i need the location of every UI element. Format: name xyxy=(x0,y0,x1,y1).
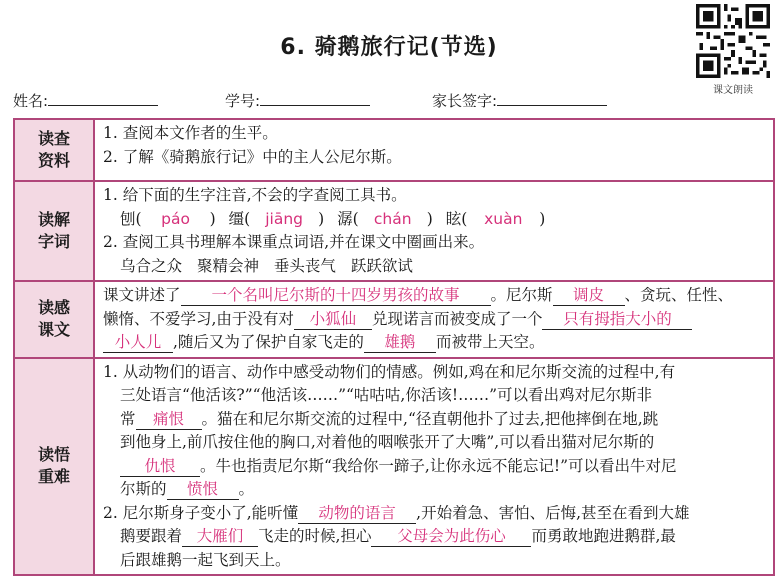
student-id-label: 学号: xyxy=(225,92,261,110)
row-content-comprehension: 课文讲述了 一个名叫尼尔斯的十四岁男孩的故事 。尼尔斯 调皮 、贪玩、任性、 懒惰、不爱学习,由于没有对 小狐仙 兑现诺言而被变成了一个 只有拇指大小的 小人儿 ,随后又为了保护自家飞走的 雄鹅 而被带上天空。 xyxy=(94,281,774,358)
pinyin-answer: chán xyxy=(373,209,412,228)
word: 乌合之众 xyxy=(120,256,183,275)
answer-blank: 一个名叫尼尔斯的十四岁男孩的故事 xyxy=(181,285,491,306)
row-label-understanding: 读悟 重难 xyxy=(14,358,94,576)
answer-blank: 动物的语言 xyxy=(298,503,416,524)
parent-signature-label: 家长签字: xyxy=(432,92,498,110)
name-input-line[interactable] xyxy=(48,91,158,106)
list-item: 1. 给下面的生字注音,不会的字查阅工具书。 xyxy=(103,186,407,204)
answer-blank: 小狐仙 xyxy=(294,309,372,330)
word-list xyxy=(103,255,765,279)
pinyin-answer: jiāng xyxy=(265,209,304,228)
row-content-understanding: 1. 从动物们的语言、动作中感受动物们的情感。例如,鸡在和尼尔斯交流的过程中,有 三处语言“他活该?”“他活该……”“咕咕咕,你活该!……”可以看出鸡对尼尔斯非 常 痛恨 。猫在和尼尔斯交流的过程中,“径直朝他扑了过去,把他摔倒在地,跳 到他身上,前爪按住他的胸口,对着他的咽喉张开了大嘴”,可以看出猫对尼尔斯的 仇恨 。牛也指责尼尔斯“我给你一蹄子,让你永远不能忘记!”可以看出牛对尼 尔斯的 愤恨 。 2. 尼尔斯身子变小了,能听懂 动物的语言 ,开始着急、害怕、后悔,甚至在看到大雄 鹅要跟着 大雁们 飞走的时候,担心 父母会为此伤心 而勇敢地跑进鹅群,最 后跟雄鹅一起飞到天上。 xyxy=(94,358,774,576)
row-label-vocabulary: 读解 字词 xyxy=(14,181,94,281)
parent-signature-field[interactable] xyxy=(432,90,607,111)
word: 跃跃欲试 xyxy=(350,256,413,275)
row-content-vocabulary xyxy=(94,181,774,281)
list-item: 2. 查阅工具书理解本课重点词语,并在课文中圈画出来。 xyxy=(103,233,485,251)
pinyin-answer: xuàn xyxy=(484,209,523,228)
row-comprehension xyxy=(14,281,774,358)
row-content-research xyxy=(94,119,774,181)
worksheet-table xyxy=(13,118,775,576)
parent-signature-input-line[interactable] xyxy=(497,91,607,106)
page-title: 6. 骑鹅旅行记(节选) xyxy=(280,35,498,60)
name-field[interactable] xyxy=(13,90,158,111)
answer-blank: 愤恨 xyxy=(167,479,239,500)
row-vocabulary xyxy=(14,181,774,281)
word: 聚精会神 xyxy=(196,256,259,275)
answer-blank: 小人儿 xyxy=(103,332,173,353)
list-item: 2. 了解《骑鹅旅行记》中的主人公尼尔斯。 xyxy=(103,147,402,166)
row-understanding xyxy=(14,358,774,576)
row-label-comprehension: 读感 课文 xyxy=(14,281,94,358)
pinyin-answer: páo xyxy=(161,209,190,228)
student-id-field[interactable] xyxy=(225,90,370,111)
answer-blank: 只有拇指大小的 xyxy=(542,309,692,330)
student-id-input-line[interactable] xyxy=(260,91,370,106)
word: 垂头丧气 xyxy=(273,256,336,275)
row-research xyxy=(14,119,774,181)
answer-blank: 仇恨 xyxy=(120,456,200,477)
list-item: 1. 查阅本文作者的生平。 xyxy=(103,124,278,142)
row-label-research: 读查 资料 xyxy=(14,119,94,181)
answer-blank: 痛恨 xyxy=(136,409,202,430)
answer-blank: 雄鹅 xyxy=(364,332,436,353)
name-label: 姓名: xyxy=(13,92,49,110)
qr-code[interactable] xyxy=(696,4,770,78)
qr-caption: 课文朗读 xyxy=(713,85,753,96)
answer-blank: 父母会为此伤心 xyxy=(371,526,531,547)
answer-blank: 调皮 xyxy=(553,285,625,306)
pinyin-row: 刨( páo ) 缰( jiāng ) 潺( chán ) 眩( xuàn ) xyxy=(103,208,765,232)
answer-blank: 大雁们 xyxy=(182,526,258,547)
